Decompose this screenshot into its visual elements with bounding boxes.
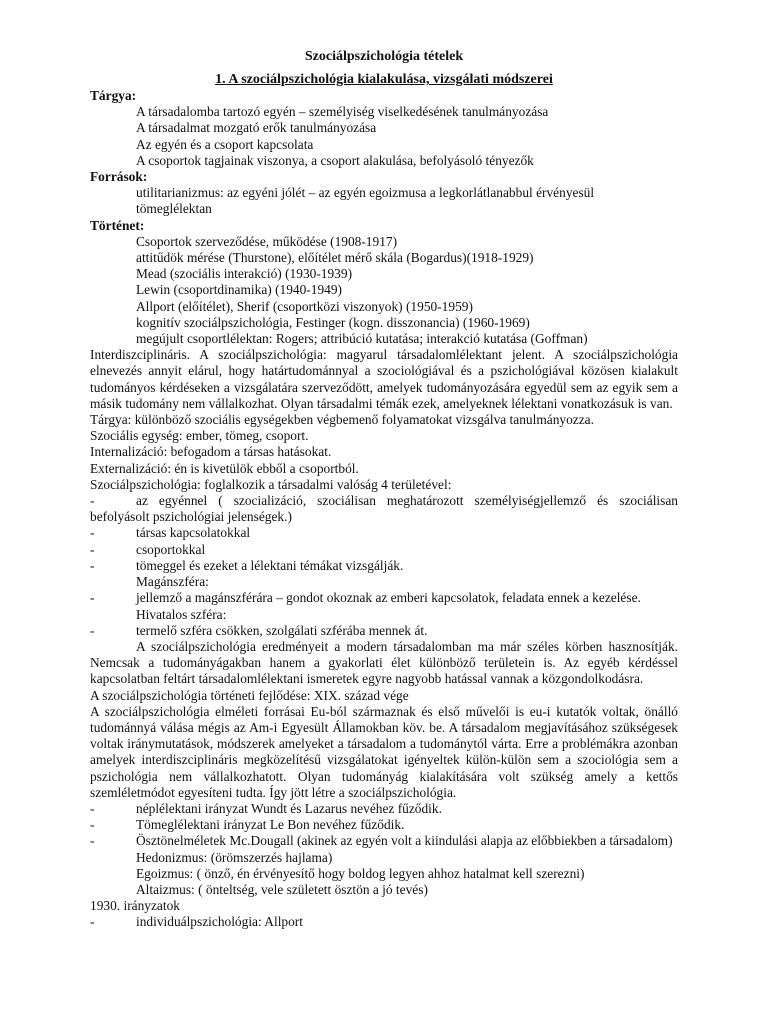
tortenet-item: kognitív szociálpszichológia, Festinger (kogn. disszonancia) (1960-1969) bbox=[136, 314, 530, 330]
iranyzat-text: néplélektani irányzat Wundt és Lazarus nevéhez fűződik. bbox=[136, 800, 442, 816]
maganszfera-bullet bbox=[90, 590, 678, 606]
terulet-tomeg-text: tömeggel és ezeket a lélektani témákat vizsgálják. bbox=[136, 557, 404, 573]
dash-marker: - bbox=[90, 833, 95, 849]
targya-item: Az egyén és a csoport kapcsolata bbox=[136, 136, 314, 152]
targya-item: A csoportok tagjainak viszonya, a csoport alakulása, befolyásoló tényezők bbox=[136, 152, 534, 168]
oszton-item: Hedonizmus: (örömszerzés hajlama) bbox=[136, 849, 333, 865]
dash-marker: - bbox=[90, 817, 95, 833]
dash-marker: - bbox=[90, 622, 95, 638]
terulet-tomeg-bullet bbox=[90, 558, 678, 574]
individual-bullet bbox=[90, 914, 678, 930]
eredmenyek-paragraph: A szociálpszichológia eredményeit a modern társadalomban ma már széles körben hasznosítják. Nemcsak a tudományágakban hanem a gyakorlati élet különböző területein is. Az egyéb kérdéssel kapcsolatban feltárt társadalomlélektani ismeretek egyre nagyobb hatással vannak a közgondolkodásra. bbox=[90, 638, 678, 687]
targya-heading: Tárgya: bbox=[90, 88, 137, 103]
tortenet-heading: Történet: bbox=[90, 217, 145, 233]
szocialis-egyseg-line: Szociális egység: ember, tömeg, csoport. bbox=[90, 428, 309, 444]
tortenet-item: Lewin (csoportdinamika) (1940-1949) bbox=[136, 282, 343, 298]
terulet-tarsas-text: társas kapcsolatokkal bbox=[136, 525, 251, 541]
iranyzatok-1930-line: 1930. irányzatok bbox=[90, 898, 180, 914]
dash-marker: - bbox=[90, 800, 95, 816]
forrasok-heading: Források: bbox=[90, 169, 148, 185]
externalizacio-line: Externalizáció: én is kivetülök ebből a csoportból. bbox=[90, 460, 359, 476]
targya-item: A társadalomba tartozó egyén – személyiség viselkedésének tanulmányozása bbox=[136, 104, 549, 120]
terulet-csoport-text: csoportokkal bbox=[136, 541, 206, 557]
targya-line: Tárgya: különböző szociális egységekben végbemenő folyamatokat vizsgálva tanulmányozza. bbox=[90, 412, 594, 428]
forrasok-item: tömeglélektan bbox=[136, 201, 212, 217]
fejlodes-line: A szociálpszichológia történeti fejlődése: XIX. század vége bbox=[90, 687, 409, 703]
interdiszciplinaris-paragraph: Interdiszciplináris. A szociálpszichológia: magyarul társadalomlélektant jelent. A szociálpszichológia elnevezés annyit elárul, hogy határtudománnyal a szociológiával és a pszichológiával közösen kialakult tudományos kérdéseken a vizsgálatára szerveződött, amelyek tudományozására egyedül sem az egyik sem a másik tudomány nem vállalkozhat. Olyan társadalmi témák ezek, amelyeknek lélektani vonatkozásuk is van. bbox=[90, 347, 678, 411]
individual-text: individuálpszichológia: Allport bbox=[136, 914, 303, 930]
maganszfera-text: jellemző a magánszférára – gondot okoznak az emberi kapcsolatok, feladata ennek a kezelése. bbox=[136, 590, 641, 606]
iranyzat-bullet bbox=[90, 801, 678, 817]
targya-item: A társadalmat mozgató erők tanulmányozása bbox=[136, 120, 377, 136]
tortenet-item: megújult csoportlélektan: Rogers; attribúció kutatása; interakció kutatása (Goffman) bbox=[136, 331, 588, 347]
maganszfera-label: Magánszféra: bbox=[136, 574, 209, 590]
foglalkozik-line: Szociálpszichológia: foglalkozik a társadalmi valóság 4 területével: bbox=[90, 476, 452, 492]
hivatalos-szfera-label: Hivatalos szféra: bbox=[136, 606, 227, 622]
dash-marker: - bbox=[90, 525, 95, 541]
iranyzat-text: Tömeglélektani irányzat Le Bon nevéhez fűződik. bbox=[136, 817, 405, 833]
hivatalos-szfera-bullet bbox=[90, 623, 678, 639]
tortenet-item: Mead (szociális interakció) (1930-1939) bbox=[136, 266, 353, 282]
terulet-tarsas-bullet bbox=[90, 525, 678, 541]
iranyzat-bullet bbox=[90, 833, 678, 849]
document-title: Szociálpszichológia tételek bbox=[304, 49, 464, 64]
dash-marker: - bbox=[90, 590, 95, 606]
tortenet-item: Csoportok szerveződése, működése (1908-1917) bbox=[136, 233, 398, 249]
dash-marker: - bbox=[90, 914, 95, 930]
internalizacio-line: Internalizáció: befogadom a társas hatásokat. bbox=[90, 444, 332, 460]
iranyzat-bullet bbox=[90, 817, 678, 833]
dash-marker: - bbox=[90, 541, 95, 557]
oszton-item: Egoizmus: ( önző, én érvényesítő hogy boldog legyen ahhoz hatalmat kell szerezni) bbox=[136, 865, 585, 881]
dash-marker: - bbox=[90, 493, 95, 509]
elmeleti-paragraph: A szociálpszichológia elméleti forrásai Eu-ból származnak és első művelői is eu-i kutatók voltak, önálló tudománnyá válása mégis az Am-i Egyesült Államokban köv. be. A társadalom megjavításához szükségesek voltak iránymutatások, módszerek amelyeket a társadalom a tudománytól várta. Erre a problémákra azonban amelyek interdiszciplináris megközelítésű vizsgálatokat igényeltek külön-külön sem a szociológia sem a pszichológia nem vállalkozhatott. Olyan tudományág kialakítására volt szükség amely a kettős szemléletmódot egyesíteni tudta. Így jött létre a szociálpszichológia. bbox=[90, 703, 678, 800]
terulet-csoport-bullet bbox=[90, 542, 678, 558]
dash-marker: - bbox=[90, 557, 95, 573]
forrasok-item: utilitarianizmus: az egyéni jólét – az egyén egoizmusa a legkorlátlanabbul érvényesül bbox=[136, 185, 595, 201]
terulet-egyen-bullet bbox=[90, 493, 678, 525]
section-title: 1. A szociálpszichológia kialakulása, vizsgálati módszerei bbox=[215, 72, 553, 87]
tortenet-item: Allport (előítélet), Sherif (csoportközi viszonyok) (1950-1959) bbox=[136, 298, 473, 314]
tortenet-item: attitűdök mérése (Thurstone), előítélet mérő skála (Bogardus)(1918-1929) bbox=[136, 250, 534, 266]
oszton-item: Altaizmus: ( önteltség, vele született ösztön a jó tevés) bbox=[136, 881, 428, 897]
iranyzat-text: Ösztönelméletek Mc.Dougall (akinek az egyén volt a kiindulási alapja az előbbiekben a társadalom) bbox=[136, 833, 673, 849]
hivatalos-szfera-text: termelő szféra csökken, szolgálati szférába mennek át. bbox=[136, 622, 428, 638]
terulet-egyen-text: az egyénnel ( szocializáció, szociálisan meghatározott személyiségjellemző és szociálisan befolyásolt pszichológiai jelenségek.) bbox=[90, 493, 678, 525]
